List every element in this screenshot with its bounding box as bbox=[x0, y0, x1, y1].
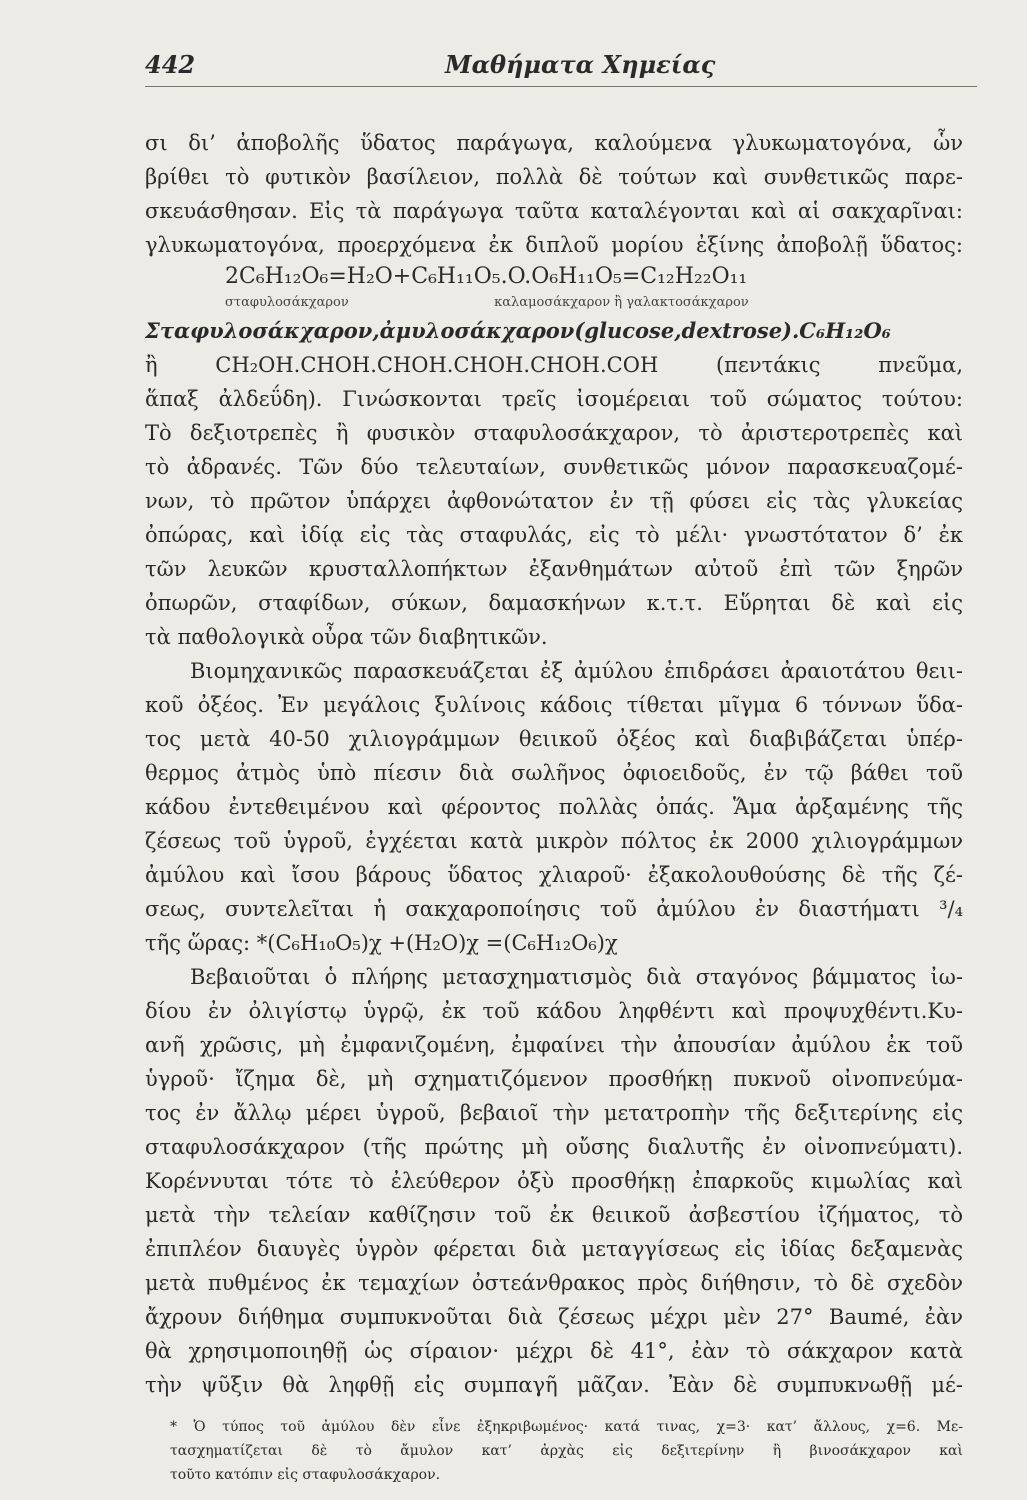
text-line: τῆς ὥρας: *(C₆H₁₀O₅)χ +(H₂O)χ =(C₆H₁₂O₆)χ bbox=[145, 931, 618, 955]
footnote-line: * Ὁ τύπος τοῦ ἀμύλου δὲν εἶνε ἐξηκριβωμένος· κατά τινας, χ=3· κατ’ ἄλλους, χ=6. Με- bbox=[170, 1419, 963, 1435]
chemical-equation: 2C₆H₁₂O₆=H₂O+C₆H₁₁O₅.O.O₆H₁₁O₅=C₁₂H₂₂O₁₁ bbox=[225, 264, 748, 289]
text-line: ἀμύλου καὶ ἴσου βάρους ὕδατος χλιαροῦ· ἐξακολουθούσης δὲ τῆς ζέ- bbox=[145, 863, 963, 887]
footnote bbox=[170, 1415, 963, 1487]
text-line: θὰ χρησιμοποιηθῇ ὡς σίραιον· μέχρι δὲ 41°, ἐὰν τὸ σάκχαρον κατὰ bbox=[145, 1339, 963, 1363]
running-title: Μαθήματα Χημείας bbox=[445, 50, 716, 79]
text-line: σεως, συντελεῖται ἡ σακχαροποίησις τοῦ ἀμύλου ἐν διαστήματι ³/₄ bbox=[145, 897, 963, 921]
text-line: θερμος ἀτμὸς ὑπὸ πίεσιν διὰ σωλῆνος ὀφιοειδοῦς, ἐν τῷ βάθει τοῦ bbox=[145, 761, 963, 785]
equation-label-right: καλαμοσάκχαρον ἢ γαλακτοσάκχαρον bbox=[494, 295, 749, 310]
footnote-line: τοῦτο κατόπιν εἰς σταφυλοσάκχαρον. bbox=[170, 1467, 441, 1483]
text-line: Βεβαιοῦται ὁ πλήρης μετασχηματισμὸς διὰ σταγόνος βάμματος ἰω- bbox=[190, 965, 963, 989]
text-line: δίου ἐν ὀλιγίστῳ ὑγρῷ, ἐκ τοῦ κάδου ληφθέντι καὶ προψυχθέντι.Κυ- bbox=[145, 999, 963, 1023]
text-line: τὴν ψῦξιν θὰ ληφθῇ εἰς συμπαγῆ μᾶζαν. Ἐὰν δὲ συμπυκνωθῇ μέ- bbox=[145, 1373, 963, 1397]
text-line: τῶν λευκῶν κρυσταλλοπήκτων ἐξανθημάτων αὐτοῦ ἐπὶ τῶν ξηρῶν bbox=[145, 557, 963, 581]
body-text bbox=[145, 126, 963, 1402]
text-line: κάδου ἐντεθειμένου καὶ φέροντος πολλὰς ὀπάς. Ἅμα ἀρξαμένης τῆς bbox=[145, 795, 963, 819]
equation-label-left: σταφυλοσάκχαρον bbox=[225, 295, 349, 310]
text-line: ανῆ χρῶσις, μὴ ἐμφανιζομένη, ἐμφαίνει τὴν ἀπουσίαν ἀμύλου ἐκ τοῦ bbox=[145, 1033, 963, 1057]
text-line: ζέσεως τοῦ ὑγροῦ, ἐγχέεται κατὰ μικρὸν πόλτος ἐκ 2000 χιλιογράμμων bbox=[145, 829, 963, 853]
text-line: μετὰ τὴν τελείαν καθίζησιν τοῦ ἐκ θειικοῦ ἀσβεστίου ἰζήματος, τὸ bbox=[145, 1203, 963, 1227]
text-line: τος μετὰ 40-50 χιλιογράμμων θειικοῦ ὀξέος καὶ διαβιβάζεται ὑπέρ- bbox=[145, 727, 963, 751]
text-line: γλυκωματογόνα, προερχόμενα ἐκ διπλοῦ μορίου ἐξίνης ἀποβολῇ ὕδατος: bbox=[145, 233, 963, 257]
text-line: νων, τὸ πρῶτον ὑπάρχει ἀφθονώτατον ἐν τῇ φύσει εἰς τὰς γλυκείας bbox=[145, 489, 963, 513]
text-line: ἢ CH₂OH.CHOH.CHOH.CHOH.CHOH.COH (πεντάκις πνεῦμα, bbox=[145, 353, 963, 377]
text-line: τὸ ἀδρανές. Τῶν δύο τελευταίων, συνθετικῶς μόνον παρασκευαζομέ- bbox=[145, 455, 963, 479]
page-number: 442 bbox=[145, 50, 196, 79]
text-line: ἐπιπλέον διαυγὲς ὑγρὸν φέρεται διὰ μεταγγίσεως εἰς ἰδίας δεξαμενὰς bbox=[145, 1237, 963, 1261]
text-line: Βιομηχανικῶς παρασκευάζεται ἐξ ἀμύλου ἐπιδράσει ἀραιοτάτου θειι- bbox=[190, 659, 963, 683]
text-line: σκευάσθησαν. Εἰς τὰ παράγωγα ταῦτα καταλέγονται καὶ αἱ σακχαρῖναι: bbox=[145, 199, 963, 223]
text-line: ὀπωρῶν, σταφίδων, σύκων, δαμασκήνων κ.τ.τ. Εὕρηται δὲ καὶ εἰς bbox=[145, 591, 963, 615]
text-line: βρίθει τὸ φυτικὸν βασίλειον, πολλὰ δὲ τούτων καὶ συνθετικῶς παρε- bbox=[145, 165, 963, 189]
text-line: ἄχρουν διήθημα συμπυκνοῦται διὰ ζέσεως μέχρι μὲν 27° Baumé, ἐὰν bbox=[145, 1305, 963, 1329]
text-line: ἅπαξ ἀλδεΰδη). Γινώσκονται τρεῖς ἰσομέρειαι τοῦ σώματος τούτου: bbox=[145, 387, 963, 411]
section-heading-line: Σταφυλοσάκχαρον,ἀμυλοσάκχαρον(glucose,dextrose).C₆H₁₂O₆ bbox=[145, 318, 891, 343]
text-line: σι δι’ ἀποβολῆς ὕδατος παράγωγα, καλούμενα γλυκωματογόνα, ὧν bbox=[145, 131, 963, 155]
text-line: Κορέννυται τότε τὸ ἐλεύθερον ὀξὺ προσθήκῃ ἐπαρκοῦς κιμωλίας καὶ bbox=[145, 1169, 963, 1193]
equation-labels bbox=[145, 292, 963, 314]
text-line: μετὰ πυθμένος ἐκ τεμαχίων ὀστεάνθρακος πρὸς διήθησιν, τὸ δὲ σχεδὸν bbox=[145, 1271, 963, 1295]
text-line: ὀπώρας, καὶ ἰδίᾳ εἰς τὰς σταφυλάς, εἰς τὸ μέλι· γνωστότατον δ’ ἐκ bbox=[145, 523, 963, 547]
header-rule bbox=[145, 86, 977, 87]
text-line: ὑγροῦ· ἴζημα δὲ, μὴ σχηματιζόμενον προσθήκῃ πυκνοῦ οἰνοπνεύμα- bbox=[145, 1067, 963, 1091]
text-line: τος ἐν ἄλλῳ μέρει ὑγροῦ, βεβαιοῖ τὴν μετατροπὴν τῆς δεξιτερίνης εἰς bbox=[145, 1101, 963, 1125]
text-line: σταφυλοσάκχαρον (τῆς πρώτης μὴ οὔσης διαλυτῆς ἐν οἰνοπνεύματι). bbox=[145, 1135, 963, 1159]
text-line: τὰ παθολογικὰ οὖρα τῶν διαβητικῶν. bbox=[145, 625, 548, 649]
page-header bbox=[145, 50, 957, 86]
text-line: Τὸ δεξιοτρεπὲς ἢ φυσικὸν σταφυλοσάκχαρον, τὸ ἀριστεροτρεπὲς καὶ bbox=[145, 421, 963, 445]
text-line: κοῦ ὀξέος. Ἐν μεγάλοις ξυλίνοις κάδοις τίθεται μῖγμα 6 τόννων ὕδα- bbox=[145, 693, 963, 717]
footnote-line: τασχηματίζεται δὲ τὸ ἄμυλον κατ’ ἀρχὰς εἰς δεξιτερίνην ἢ βινοσάκχαρον καὶ bbox=[170, 1443, 963, 1459]
